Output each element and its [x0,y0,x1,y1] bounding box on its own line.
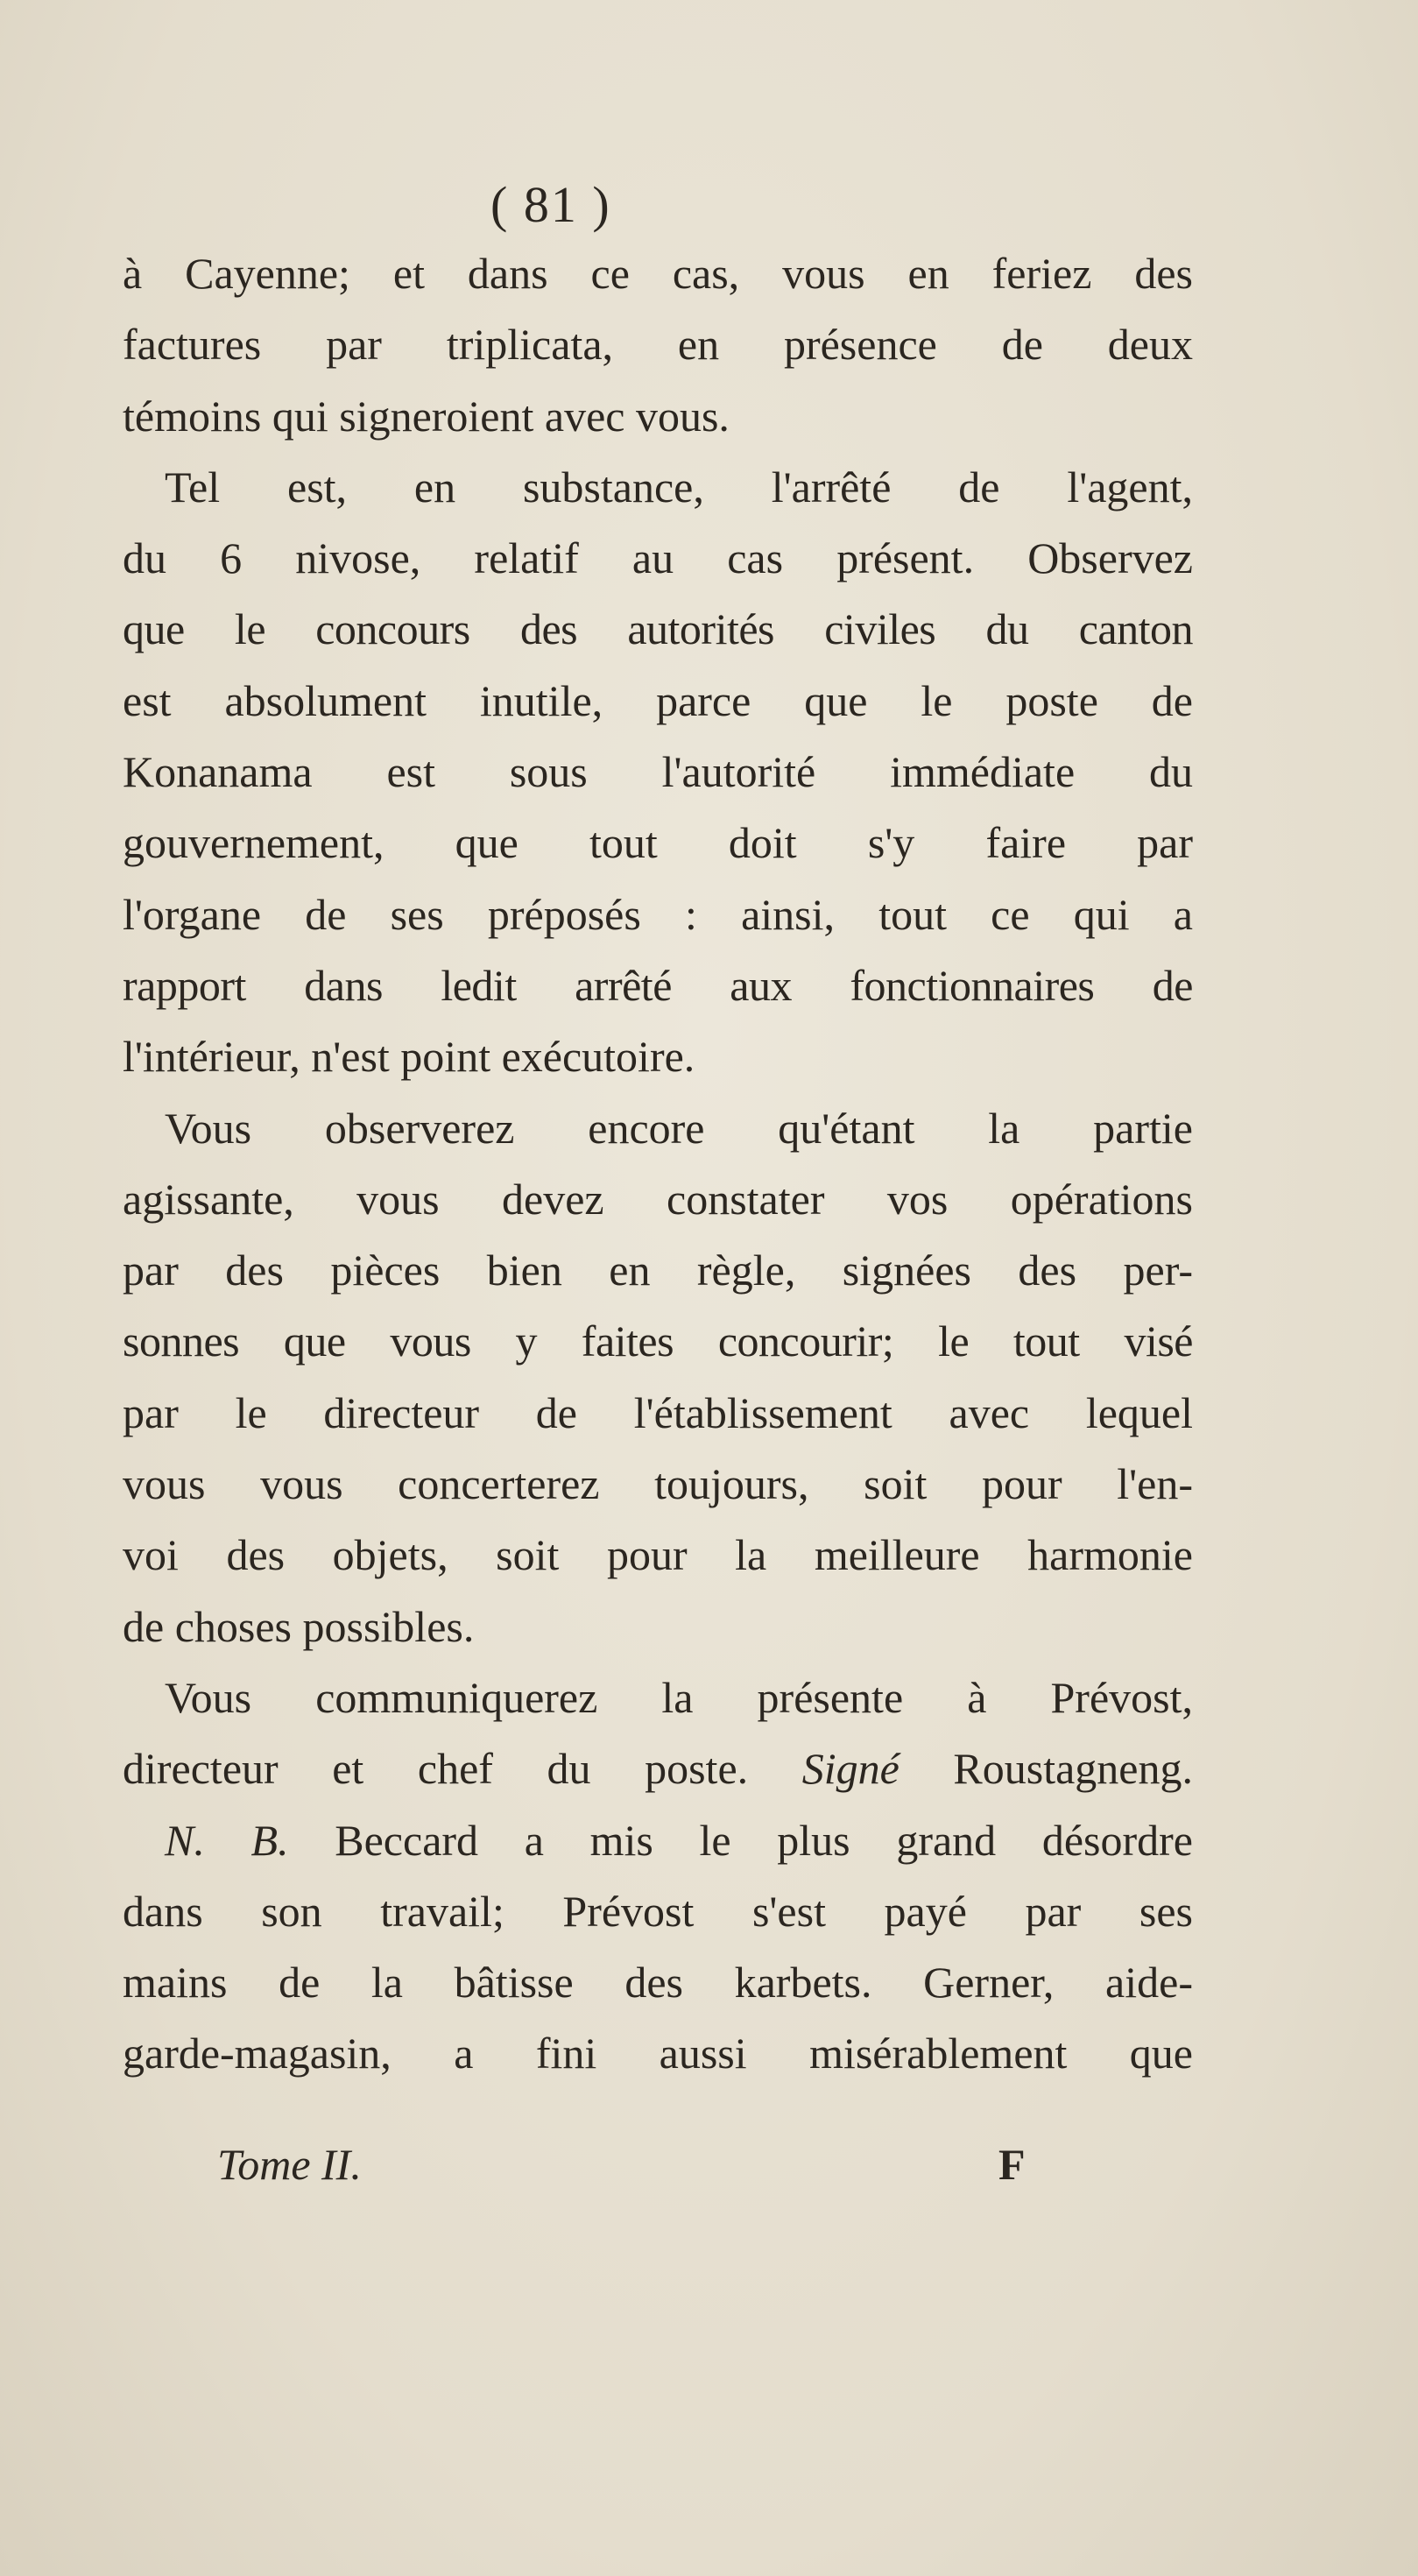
text-line: voi des objets, soit pour la meilleure harmonie [123,1530,1193,1580]
nota-bene-text: Beccard a mis le plus grand désordre [288,1815,1193,1865]
text-line: factures par triplicata, en présence de deux [123,320,1193,370]
signed-line-after: Roustagneng. [899,1744,1193,1794]
nota-bene-line [123,1805,1193,1876]
text-line: du 6 nivose, relatif au cas présent. Observez [123,533,1193,583]
page-number: ( 81 ) [490,176,611,233]
text-line: Vous observerez encore qu'étant la partie [165,1103,1193,1153]
text-line: garde-magasin, a fini aussi misérablement que [123,2029,1193,2078]
text-line: l'organe de ses préposés : ainsi, tout ce qui a [123,889,1193,939]
signed-line [123,1733,1193,1804]
text-line: mains de la bâtisse des karbets. Gerner, aide- [123,1958,1193,2008]
text-line: que le concours des autorités civiles du canton [123,604,1193,654]
text-line: agissante, vous devez constater vos opérations [123,1174,1193,1224]
text-line: vous vous concerterez toujours, soit pour l'en- [123,1459,1193,1509]
text-line: l'intérieur, n'est point exécutoire. [123,1032,695,1082]
signature-mark: F [998,2140,1026,2189]
text-line: Konanama est sous l'autorité immédiate du [123,747,1193,797]
text-line: rapport dans ledit arrêté aux fonctionnaires de [123,960,1193,1010]
text-line: gouvernement, que tout doit s'y faire par [123,818,1193,868]
text-line: par des pièces bien en règle, signées des per- [123,1246,1193,1295]
text-line: dans son travail; Prévost s'est payé par ses [123,1886,1193,1936]
volume-label: Tome II. [217,2140,362,2189]
signed-line-before: directeur et chef du poste. [123,1744,802,1794]
text-line: par le directeur de l'établissement avec lequel [123,1387,1193,1437]
text-line: témoins qui signeroient avec vous. [123,391,730,441]
text-line: sonnes que vous y faites concourir; le tout visé [123,1316,1193,1366]
text-line: Tel est, en substance, l'arrêté de l'agent, [165,462,1193,512]
body-text [123,238,1193,2090]
page-footer [123,2139,1193,2209]
nota-bene-label: N. B. [165,1815,289,1865]
text-line: de choses possibles. [123,1601,475,1651]
text-line: à Cayenne; et dans ce cas, vous en feriez des [123,249,1193,298]
text-line: est absolument inutile, parce que le poste de [123,675,1193,725]
text-line: Vous communiquerez la présente à Prévost, [165,1672,1193,1722]
signe-label: Signé [801,1744,899,1794]
